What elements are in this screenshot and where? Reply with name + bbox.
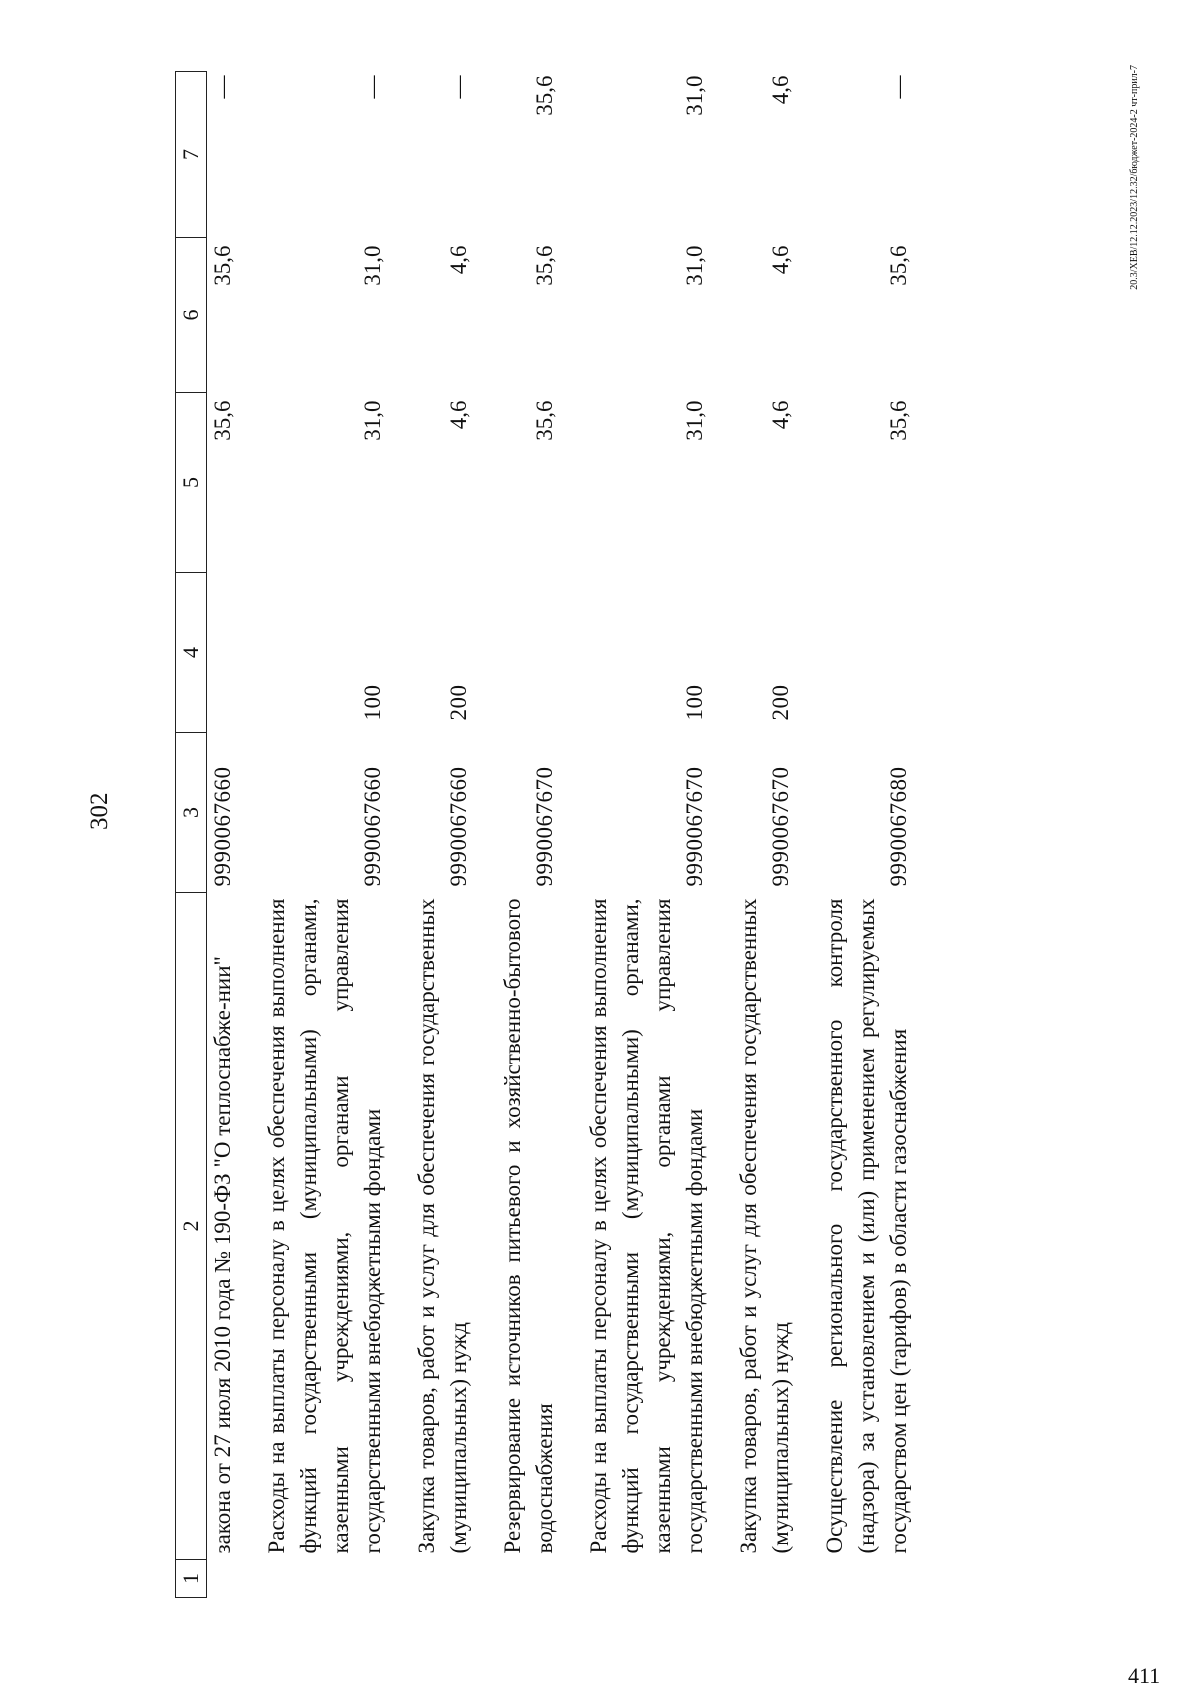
column-number: 7	[176, 72, 207, 238]
amount-cell-col5: 31,0	[682, 400, 707, 441]
amount-cell-col6: 35,6	[210, 245, 235, 286]
document-code: 20.3/XEB/12.12.2023/12.32/бюджет-2024-2 чт-прил-7	[1129, 65, 1140, 290]
sheet-number: 411	[1128, 1663, 1161, 1688]
page-number: 302	[86, 792, 113, 830]
amount-cell-col7: —	[360, 75, 385, 99]
target-article-cell: 9990067670	[532, 766, 557, 887]
column-number: 6	[176, 238, 207, 393]
amount-cell-col7: 4,6	[768, 75, 793, 105]
amount-cell-col5: 4,6	[768, 400, 793, 430]
amount-cell-col7: 35,6	[532, 75, 557, 116]
expense-type-cell	[497, 573, 583, 733]
row-index-cell	[261, 1560, 411, 1598]
target-article-cell: 9990067660	[360, 766, 385, 887]
description-cell: Закупка товаров, работ и услуг для обеспечения государственных (муниципальных) нужд	[736, 898, 793, 1554]
amount-cell-col5: 35,6	[886, 400, 911, 441]
table-row	[411, 72, 497, 1598]
amount-cell-col6: 31,0	[360, 245, 385, 286]
column-number: 5	[176, 393, 207, 573]
description-cell: Осуществление регионального государственного контроля (надзора) за установлением и (или) применением регулируемых государством цен (тарифов) в области газоснабжения	[822, 898, 911, 1554]
target-article-cell: 9990067660	[446, 766, 471, 887]
amount-cell-col7: 31,0	[682, 75, 707, 116]
description-cell: закона от 27 июля 2010 года № 190-ФЗ "О теплоснабже-нии"	[210, 956, 235, 1554]
table-row	[261, 72, 411, 1598]
expense-type-cell: 100	[682, 684, 707, 721]
row-index-cell	[411, 1560, 497, 1598]
amount-cell-col6: 35,6	[532, 245, 557, 286]
row-index-cell	[733, 1560, 819, 1598]
budget-table	[175, 71, 937, 1598]
expense-type-cell: 200	[768, 684, 793, 721]
table-row	[583, 72, 733, 1598]
description-cell: Закупка товаров, работ и услуг для обеспечения государственных (муниципальных) нужд	[414, 898, 471, 1554]
row-index-cell	[497, 1560, 583, 1598]
amount-cell-col5: 35,6	[210, 400, 235, 441]
expense-type-cell	[207, 573, 262, 733]
description-cell: Расходы на выплаты персоналу в целях обеспечения выполнения функций государственными (муниципальными) органами, казенными учреждениями, органами управления государственными внебюджетными фондами	[264, 898, 385, 1554]
target-article-cell: 9990067670	[682, 766, 707, 887]
description-cell: Расходы на выплаты персоналу в целях обеспечения выполнения функций государственными (муниципальными) органами, казенными учреждениями, органами управления государственными внебюджетными фондами	[586, 898, 707, 1554]
description-cell: Резервирование источников питьевого и хозяйственно-бытового водоснабжения	[500, 898, 557, 1554]
column-number-row	[176, 72, 207, 1598]
target-article-cell: 9990067670	[768, 766, 793, 887]
amount-cell-col6: 35,6	[886, 245, 911, 286]
column-number: 3	[176, 733, 207, 893]
amount-cell-col5: 31,0	[360, 400, 385, 441]
amount-cell-col7: —	[446, 75, 471, 99]
amount-cell-col6: 31,0	[682, 245, 707, 286]
row-index-cell	[819, 1560, 937, 1598]
amount-cell-col5: 35,6	[532, 400, 557, 441]
column-number: 1	[176, 1560, 207, 1598]
table-row	[497, 72, 583, 1598]
row-index-cell	[583, 1560, 733, 1598]
amount-cell-col6: 4,6	[446, 245, 471, 275]
column-number: 2	[176, 893, 207, 1560]
table-row	[207, 72, 262, 1598]
amount-cell-col7: —	[210, 75, 235, 99]
amount-cell-col5: 4,6	[446, 400, 471, 430]
amount-cell-col6: 4,6	[768, 245, 793, 275]
target-article-cell: 9990067660	[210, 766, 235, 887]
expense-type-cell: 100	[360, 684, 385, 721]
row-index-cell	[207, 1560, 262, 1598]
table-row	[819, 72, 937, 1598]
expense-type-cell: 200	[446, 684, 471, 721]
column-number: 4	[176, 573, 207, 733]
target-article-cell: 9990067680	[886, 766, 911, 887]
rotated-table-frame	[175, 72, 1135, 1598]
expense-type-cell	[819, 573, 937, 733]
table-row	[733, 72, 819, 1598]
amount-cell-col7: —	[886, 75, 911, 99]
